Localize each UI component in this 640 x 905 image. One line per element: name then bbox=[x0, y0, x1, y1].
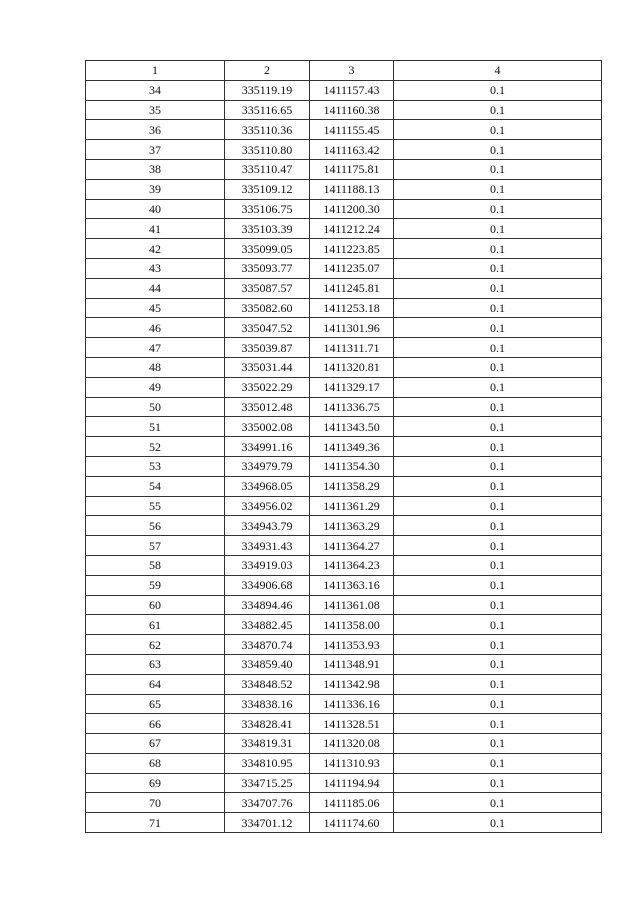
x-coordinate-cell: 335047.52 bbox=[225, 318, 310, 338]
x-coordinate-cell: 335093.77 bbox=[225, 258, 310, 278]
value-cell: 0.1 bbox=[394, 654, 602, 674]
point-number-cell: 51 bbox=[86, 417, 225, 437]
x-coordinate-cell: 334859.40 bbox=[225, 654, 310, 674]
point-number-cell: 35 bbox=[86, 100, 225, 120]
point-number-cell: 46 bbox=[86, 318, 225, 338]
table-body bbox=[86, 80, 602, 832]
point-number-cell: 58 bbox=[86, 555, 225, 575]
table-row bbox=[86, 595, 602, 615]
table-row bbox=[86, 437, 602, 457]
value-cell: 0.1 bbox=[394, 377, 602, 397]
y-coordinate-cell: 1411342.98 bbox=[310, 674, 394, 694]
y-coordinate-cell: 1411358.29 bbox=[310, 476, 394, 496]
y-coordinate-cell: 1411174.60 bbox=[310, 813, 394, 833]
value-cell: 0.1 bbox=[394, 516, 602, 536]
point-number-cell: 38 bbox=[86, 159, 225, 179]
point-number-cell: 53 bbox=[86, 456, 225, 476]
value-cell: 0.1 bbox=[394, 417, 602, 437]
x-coordinate-cell: 334838.16 bbox=[225, 694, 310, 714]
table-row bbox=[86, 496, 602, 516]
point-number-cell: 49 bbox=[86, 377, 225, 397]
column-header-3: 3 bbox=[310, 61, 394, 81]
x-coordinate-cell: 335082.60 bbox=[225, 298, 310, 318]
y-coordinate-cell: 1411311.71 bbox=[310, 338, 394, 358]
x-coordinate-cell: 334991.16 bbox=[225, 437, 310, 457]
x-coordinate-cell: 335099.05 bbox=[225, 239, 310, 259]
y-coordinate-cell: 1411200.30 bbox=[310, 199, 394, 219]
y-coordinate-cell: 1411329.17 bbox=[310, 377, 394, 397]
value-cell: 0.1 bbox=[394, 100, 602, 120]
x-coordinate-cell: 335116.65 bbox=[225, 100, 310, 120]
coordinates-table bbox=[85, 60, 602, 833]
table-row bbox=[86, 575, 602, 595]
value-cell: 0.1 bbox=[394, 357, 602, 377]
point-number-cell: 69 bbox=[86, 773, 225, 793]
table-row bbox=[86, 120, 602, 140]
value-cell: 0.1 bbox=[394, 536, 602, 556]
value-cell: 0.1 bbox=[394, 219, 602, 239]
x-coordinate-cell: 335022.29 bbox=[225, 377, 310, 397]
point-number-cell: 55 bbox=[86, 496, 225, 516]
value-cell: 0.1 bbox=[394, 635, 602, 655]
value-cell: 0.1 bbox=[394, 813, 602, 833]
value-cell: 0.1 bbox=[394, 278, 602, 298]
x-coordinate-cell: 334707.76 bbox=[225, 793, 310, 813]
x-coordinate-cell: 334882.45 bbox=[225, 615, 310, 635]
y-coordinate-cell: 1411155.45 bbox=[310, 120, 394, 140]
table-row bbox=[86, 397, 602, 417]
column-header-4: 4 bbox=[394, 61, 602, 81]
x-coordinate-cell: 335110.47 bbox=[225, 159, 310, 179]
y-coordinate-cell: 1411235.07 bbox=[310, 258, 394, 278]
x-coordinate-cell: 334715.25 bbox=[225, 773, 310, 793]
x-coordinate-cell: 334848.52 bbox=[225, 674, 310, 694]
point-number-cell: 42 bbox=[86, 239, 225, 259]
y-coordinate-cell: 1411336.16 bbox=[310, 694, 394, 714]
y-coordinate-cell: 1411364.27 bbox=[310, 536, 394, 556]
table-row bbox=[86, 278, 602, 298]
table-row bbox=[86, 199, 602, 219]
x-coordinate-cell: 334979.79 bbox=[225, 456, 310, 476]
point-number-cell: 45 bbox=[86, 298, 225, 318]
x-coordinate-cell: 335039.87 bbox=[225, 338, 310, 358]
point-number-cell: 57 bbox=[86, 536, 225, 556]
y-coordinate-cell: 1411212.24 bbox=[310, 219, 394, 239]
point-number-cell: 43 bbox=[86, 258, 225, 278]
table-row bbox=[86, 773, 602, 793]
point-number-cell: 67 bbox=[86, 734, 225, 754]
x-coordinate-cell: 335110.36 bbox=[225, 120, 310, 140]
table-row bbox=[86, 694, 602, 714]
point-number-cell: 47 bbox=[86, 338, 225, 358]
point-number-cell: 56 bbox=[86, 516, 225, 536]
x-coordinate-cell: 335110.80 bbox=[225, 140, 310, 160]
table-row bbox=[86, 635, 602, 655]
x-coordinate-cell: 334956.02 bbox=[225, 496, 310, 516]
y-coordinate-cell: 1411301.96 bbox=[310, 318, 394, 338]
x-coordinate-cell: 334943.79 bbox=[225, 516, 310, 536]
table-row bbox=[86, 516, 602, 536]
y-coordinate-cell: 1411160.38 bbox=[310, 100, 394, 120]
table-row bbox=[86, 555, 602, 575]
point-number-cell: 59 bbox=[86, 575, 225, 595]
y-coordinate-cell: 1411336.75 bbox=[310, 397, 394, 417]
value-cell: 0.1 bbox=[394, 773, 602, 793]
x-coordinate-cell: 334894.46 bbox=[225, 595, 310, 615]
y-coordinate-cell: 1411245.81 bbox=[310, 278, 394, 298]
x-coordinate-cell: 334810.95 bbox=[225, 753, 310, 773]
x-coordinate-cell: 334931.43 bbox=[225, 536, 310, 556]
column-header-2: 2 bbox=[225, 61, 310, 81]
value-cell: 0.1 bbox=[394, 674, 602, 694]
y-coordinate-cell: 1411361.08 bbox=[310, 595, 394, 615]
value-cell: 0.1 bbox=[394, 338, 602, 358]
point-number-cell: 37 bbox=[86, 140, 225, 160]
value-cell: 0.1 bbox=[394, 615, 602, 635]
value-cell: 0.1 bbox=[394, 694, 602, 714]
x-coordinate-cell: 334919.03 bbox=[225, 555, 310, 575]
point-number-cell: 50 bbox=[86, 397, 225, 417]
x-coordinate-cell: 334906.68 bbox=[225, 575, 310, 595]
point-number-cell: 40 bbox=[86, 199, 225, 219]
y-coordinate-cell: 1411175.81 bbox=[310, 159, 394, 179]
value-cell: 0.1 bbox=[394, 239, 602, 259]
value-cell: 0.1 bbox=[394, 199, 602, 219]
point-number-cell: 64 bbox=[86, 674, 225, 694]
value-cell: 0.1 bbox=[394, 80, 602, 100]
table-row bbox=[86, 456, 602, 476]
x-coordinate-cell: 334968.05 bbox=[225, 476, 310, 496]
value-cell: 0.1 bbox=[394, 555, 602, 575]
point-number-cell: 63 bbox=[86, 654, 225, 674]
column-header-1: 1 bbox=[86, 61, 225, 81]
table-row bbox=[86, 357, 602, 377]
point-number-cell: 65 bbox=[86, 694, 225, 714]
value-cell: 0.1 bbox=[394, 140, 602, 160]
y-coordinate-cell: 1411363.29 bbox=[310, 516, 394, 536]
point-number-cell: 60 bbox=[86, 595, 225, 615]
point-number-cell: 52 bbox=[86, 437, 225, 457]
table-row bbox=[86, 377, 602, 397]
point-number-cell: 54 bbox=[86, 476, 225, 496]
table-row bbox=[86, 338, 602, 358]
table-row bbox=[86, 753, 602, 773]
point-number-cell: 44 bbox=[86, 278, 225, 298]
header-row bbox=[86, 61, 602, 81]
point-number-cell: 39 bbox=[86, 179, 225, 199]
y-coordinate-cell: 1411354.30 bbox=[310, 456, 394, 476]
value-cell: 0.1 bbox=[394, 496, 602, 516]
y-coordinate-cell: 1411163.42 bbox=[310, 140, 394, 160]
table-row bbox=[86, 654, 602, 674]
table-row bbox=[86, 140, 602, 160]
table-row bbox=[86, 219, 602, 239]
value-cell: 0.1 bbox=[394, 476, 602, 496]
table-row bbox=[86, 179, 602, 199]
y-coordinate-cell: 1411353.93 bbox=[310, 635, 394, 655]
table-row bbox=[86, 615, 602, 635]
value-cell: 0.1 bbox=[394, 298, 602, 318]
table-row bbox=[86, 476, 602, 496]
table-header bbox=[86, 61, 602, 81]
y-coordinate-cell: 1411253.18 bbox=[310, 298, 394, 318]
table-row bbox=[86, 298, 602, 318]
y-coordinate-cell: 1411348.91 bbox=[310, 654, 394, 674]
table-row bbox=[86, 258, 602, 278]
value-cell: 0.1 bbox=[394, 595, 602, 615]
table-row bbox=[86, 100, 602, 120]
point-number-cell: 61 bbox=[86, 615, 225, 635]
point-number-cell: 68 bbox=[86, 753, 225, 773]
value-cell: 0.1 bbox=[394, 456, 602, 476]
value-cell: 0.1 bbox=[394, 734, 602, 754]
y-coordinate-cell: 1411328.51 bbox=[310, 714, 394, 734]
x-coordinate-cell: 334828.41 bbox=[225, 714, 310, 734]
point-number-cell: 34 bbox=[86, 80, 225, 100]
point-number-cell: 36 bbox=[86, 120, 225, 140]
value-cell: 0.1 bbox=[394, 753, 602, 773]
table-row bbox=[86, 793, 602, 813]
y-coordinate-cell: 1411349.36 bbox=[310, 437, 394, 457]
table-row bbox=[86, 734, 602, 754]
x-coordinate-cell: 335031.44 bbox=[225, 357, 310, 377]
y-coordinate-cell: 1411363.16 bbox=[310, 575, 394, 595]
x-coordinate-cell: 335002.08 bbox=[225, 417, 310, 437]
x-coordinate-cell: 335012.48 bbox=[225, 397, 310, 417]
x-coordinate-cell: 335087.57 bbox=[225, 278, 310, 298]
y-coordinate-cell: 1411320.08 bbox=[310, 734, 394, 754]
y-coordinate-cell: 1411223.85 bbox=[310, 239, 394, 259]
value-cell: 0.1 bbox=[394, 179, 602, 199]
table-row bbox=[86, 674, 602, 694]
y-coordinate-cell: 1411188.13 bbox=[310, 179, 394, 199]
y-coordinate-cell: 1411157.43 bbox=[310, 80, 394, 100]
y-coordinate-cell: 1411194.94 bbox=[310, 773, 394, 793]
value-cell: 0.1 bbox=[394, 120, 602, 140]
y-coordinate-cell: 1411185.06 bbox=[310, 793, 394, 813]
table-row bbox=[86, 239, 602, 259]
point-number-cell: 62 bbox=[86, 635, 225, 655]
point-number-cell: 71 bbox=[86, 813, 225, 833]
value-cell: 0.1 bbox=[394, 159, 602, 179]
y-coordinate-cell: 1411310.93 bbox=[310, 753, 394, 773]
value-cell: 0.1 bbox=[394, 318, 602, 338]
table-row bbox=[86, 536, 602, 556]
value-cell: 0.1 bbox=[394, 714, 602, 734]
table-row bbox=[86, 714, 602, 734]
x-coordinate-cell: 335106.75 bbox=[225, 199, 310, 219]
x-coordinate-cell: 334701.12 bbox=[225, 813, 310, 833]
value-cell: 0.1 bbox=[394, 575, 602, 595]
y-coordinate-cell: 1411343.50 bbox=[310, 417, 394, 437]
point-number-cell: 66 bbox=[86, 714, 225, 734]
value-cell: 0.1 bbox=[394, 793, 602, 813]
y-coordinate-cell: 1411364.23 bbox=[310, 555, 394, 575]
value-cell: 0.1 bbox=[394, 258, 602, 278]
y-coordinate-cell: 1411358.00 bbox=[310, 615, 394, 635]
y-coordinate-cell: 1411361.29 bbox=[310, 496, 394, 516]
table-row bbox=[86, 813, 602, 833]
x-coordinate-cell: 334819.31 bbox=[225, 734, 310, 754]
table-row bbox=[86, 417, 602, 437]
table-row bbox=[86, 318, 602, 338]
value-cell: 0.1 bbox=[394, 437, 602, 457]
point-number-cell: 48 bbox=[86, 357, 225, 377]
point-number-cell: 70 bbox=[86, 793, 225, 813]
y-coordinate-cell: 1411320.81 bbox=[310, 357, 394, 377]
x-coordinate-cell: 335103.39 bbox=[225, 219, 310, 239]
point-number-cell: 41 bbox=[86, 219, 225, 239]
x-coordinate-cell: 335109.12 bbox=[225, 179, 310, 199]
x-coordinate-cell: 335119.19 bbox=[225, 80, 310, 100]
table-row bbox=[86, 159, 602, 179]
table-row bbox=[86, 80, 602, 100]
x-coordinate-cell: 334870.74 bbox=[225, 635, 310, 655]
value-cell: 0.1 bbox=[394, 397, 602, 417]
